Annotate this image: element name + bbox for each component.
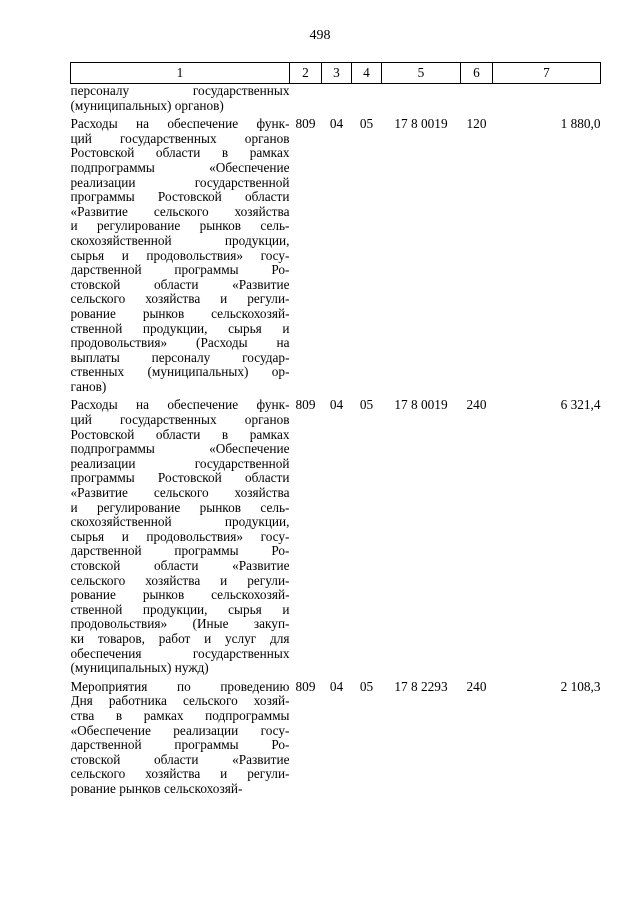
- table-row: [71, 113, 601, 394]
- cell-ministry-code: [290, 84, 322, 114]
- cell-expense-type: 120: [466, 116, 487, 132]
- cell-ministry-code: 809: [295, 116, 316, 132]
- description-line: «Развитие сельского хозяйства: [70, 486, 290, 501]
- description-line: ственных (муниципальных) ор-: [70, 365, 290, 380]
- description-line: ственной продукции, сырья и: [70, 321, 290, 336]
- table-row: [71, 394, 601, 675]
- description-line: реализации государственной: [70, 456, 290, 471]
- column-header-4: 4: [352, 63, 382, 84]
- cell-section-code: [322, 84, 352, 114]
- cell-expense-type: 240: [466, 678, 487, 694]
- description-line: «Развитие сельского хозяйства: [70, 204, 290, 219]
- description-line: ганов): [70, 379, 107, 394]
- cell-expense-type: [461, 84, 493, 114]
- description-line: персоналу государственных: [70, 84, 290, 98]
- description-line: (муниципальных) органов): [70, 98, 224, 113]
- table-row: [71, 84, 601, 114]
- description-line: ций государственных органов: [70, 131, 290, 146]
- cell-subsection-code: [352, 84, 382, 114]
- row-description: [71, 676, 290, 797]
- cell-expense-type: 240: [466, 397, 487, 413]
- row-description: [71, 84, 290, 114]
- description-line: стовской области «Развитие: [70, 559, 290, 573]
- description-line: Расходы на обеспечение функ-: [70, 398, 290, 413]
- description-line: скохозяйственной продукции,: [70, 515, 290, 530]
- description-line: скохозяйственной продукции,: [70, 233, 290, 248]
- description-line: продовольствия» (Расходы на: [70, 336, 290, 351]
- description-line: Дня работника сельского хозяй-: [70, 694, 290, 709]
- column-header-7: 7: [493, 63, 601, 84]
- budget-table: [70, 62, 601, 797]
- row-description: [71, 113, 290, 394]
- description-line: выплаты персоналу государ-: [70, 350, 290, 365]
- cell-ministry-code: 809: [295, 678, 316, 694]
- cell-subsection-code: 05: [359, 678, 374, 694]
- description-line: рование рынков сельскохозяй-: [70, 588, 290, 603]
- cell-subsection-code: 05: [359, 116, 374, 132]
- cell-subsection-code: 05: [359, 397, 374, 413]
- description-line: реализации государственной: [70, 175, 290, 190]
- cell-target-article: 17 8 0019: [394, 397, 448, 413]
- description-line: продовольствия» (Иные закуп-: [70, 617, 290, 632]
- description-line: сельского хозяйства и регули-: [70, 292, 290, 307]
- cell-ministry-code: 809: [295, 397, 316, 413]
- description-line: дарственной программы Ро-: [70, 738, 290, 753]
- description-line: Ростовской области в рамках: [70, 427, 290, 442]
- cell-amount: 2 108,3: [560, 678, 601, 694]
- description-line: Расходы на обеспечение функ-: [70, 117, 290, 132]
- description-line: программы Ростовской области: [70, 471, 290, 486]
- description-line: сельского хозяйства и регули-: [70, 573, 290, 588]
- description-line: сельского хозяйства и регули-: [70, 767, 290, 782]
- column-header-1: 1: [71, 63, 290, 84]
- description-line: ций государственных органов: [70, 413, 290, 428]
- page-number: 498: [309, 28, 331, 43]
- description-line: и регулирование рынков сель-: [70, 500, 290, 515]
- cell-section-code: 04: [329, 678, 344, 694]
- description-line: программы Ростовской области: [70, 190, 290, 205]
- description-line: Ростовской области в рамках: [70, 146, 290, 161]
- description-line: подпрограммы «Обеспечение: [70, 442, 290, 457]
- description-line: «Обеспечение реализации госу-: [70, 723, 290, 738]
- description-line: ства в рамках подпрограммы: [70, 708, 290, 723]
- cell-amount: 6 321,4: [560, 397, 601, 413]
- cell-section-code: 04: [329, 116, 344, 132]
- description-line: ственной продукции, сырья и: [70, 602, 290, 617]
- column-header-2: 2: [290, 63, 322, 84]
- description-line: сырья и продовольствия» госу-: [70, 248, 290, 263]
- description-line: стовской области «Развитие: [70, 277, 290, 292]
- cell-target-article: 17 8 2293: [394, 678, 448, 694]
- description-line: обеспечения государственных: [70, 646, 290, 661]
- description-line: сырья и продовольствия» госу-: [70, 529, 290, 544]
- cell-amount: 1 880,0: [560, 116, 601, 132]
- description-line: рование рынков сельскохозяй-: [70, 781, 243, 796]
- row-description: [71, 394, 290, 675]
- cell-target-article: 17 8 0019: [394, 116, 448, 132]
- column-header-5: 5: [382, 63, 461, 84]
- column-header-6: 6: [461, 63, 493, 84]
- description-line: дарственной программы Ро-: [70, 544, 290, 559]
- description-line: рование рынков сельскохозяй-: [70, 306, 290, 321]
- description-line: стовской области «Развитие: [70, 752, 290, 767]
- table-header-row: [71, 63, 601, 84]
- column-header-3: 3: [322, 63, 352, 84]
- table-row: [71, 676, 601, 797]
- cell-amount: [493, 84, 601, 114]
- cell-target-article: [382, 84, 461, 114]
- description-line: ки товаров, работ и услуг для: [70, 631, 290, 646]
- description-line: Мероприятия по проведению: [70, 679, 290, 694]
- description-line: (муниципальных) нужд): [70, 661, 209, 676]
- cell-section-code: 04: [329, 397, 344, 413]
- description-line: подпрограммы «Обеспечение: [70, 160, 290, 175]
- description-line: и регулирование рынков сель-: [70, 219, 290, 234]
- table-body: [71, 84, 601, 797]
- description-line: дарственной программы Ро-: [70, 263, 290, 278]
